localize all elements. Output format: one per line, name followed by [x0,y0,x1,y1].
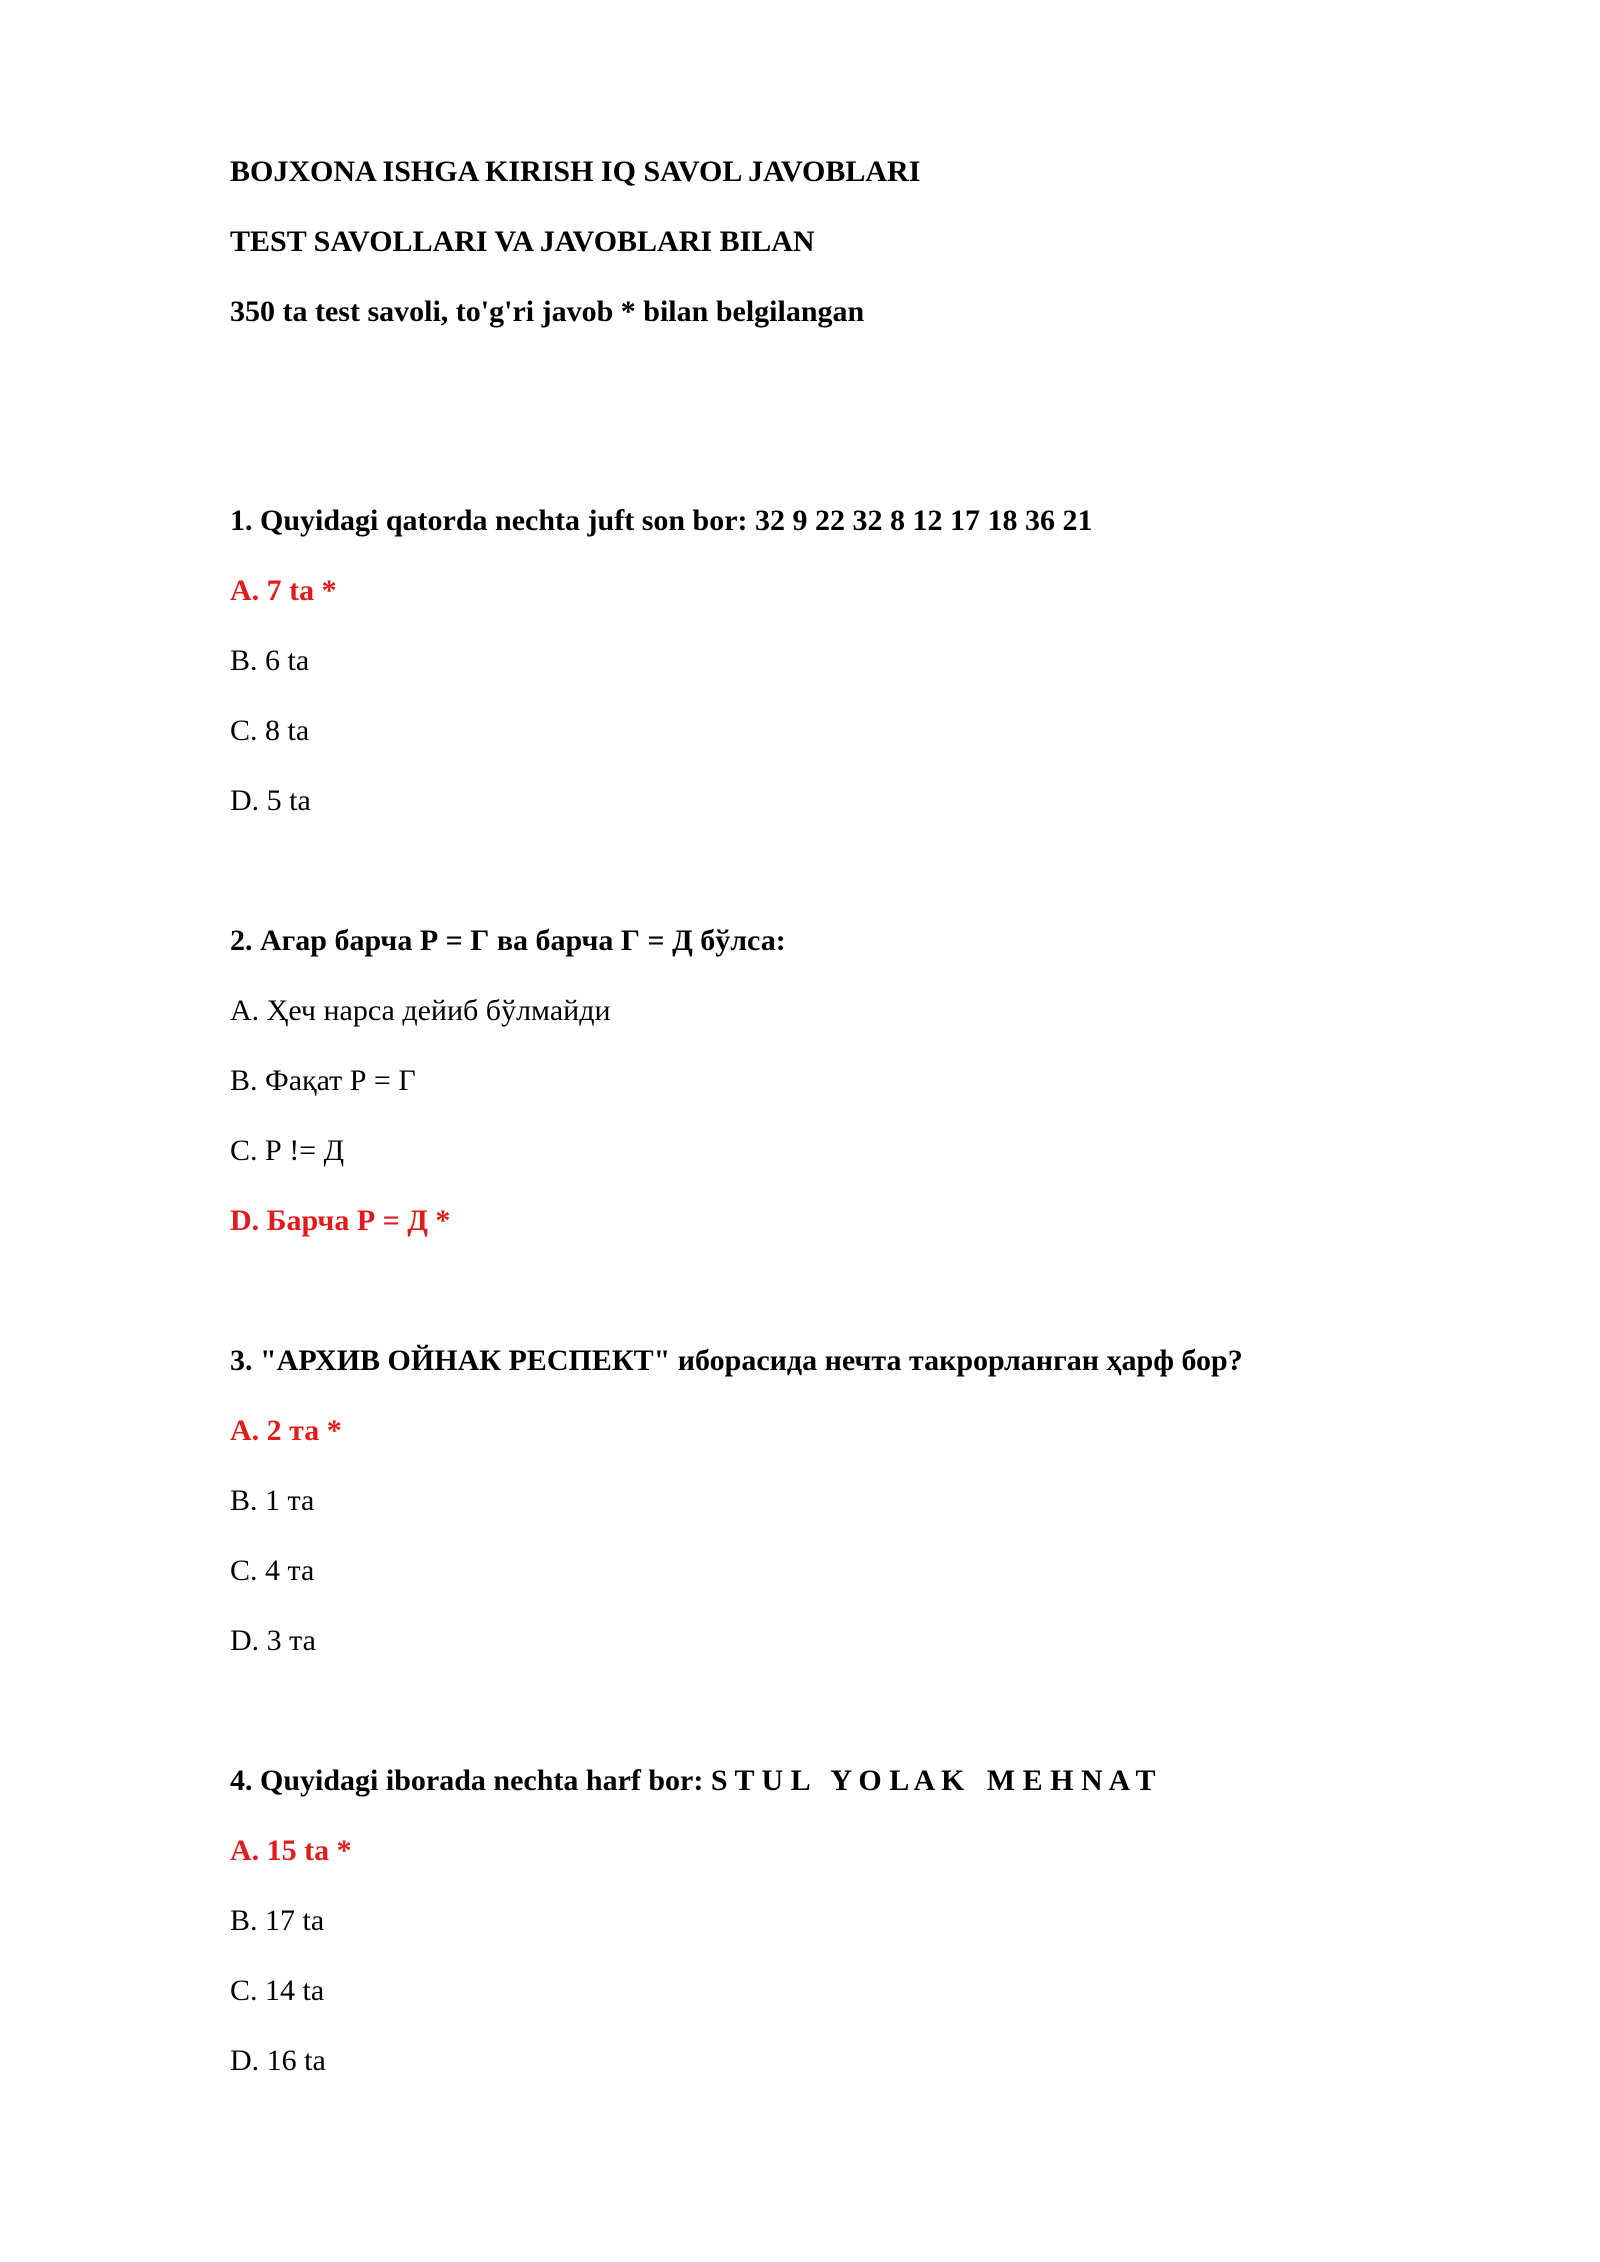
q3-option-c: C. 4 та [230,1554,315,1587]
q4-option-c: C. 14 ta [230,1974,325,2007]
q3-option-d: D. 3 та [230,1624,316,1657]
q2-option-a: A. Ҳеч нарса дейиб бўлмайди [230,994,611,1027]
question-4: 4. Quyidagi iborada nechta harf bor: S T U L Y O L A K M E H N A T [230,1764,1156,1797]
q3-option-b: B. 1 та [230,1484,315,1517]
q4-option-d: D. 16 ta [230,2044,326,2077]
q4-option-b: B. 17 ta [230,1904,325,1937]
question-2: 2. Агар барча Р = Г ва барча Г = Д бўлса: [230,924,786,957]
question-3: 3. "АРХИВ ОЙНАК РЕСПЕКТ" иборасида нечта такрорланган ҳарф бор? [230,1344,1243,1377]
q2-option-b: B. Фақат Р = Г [230,1064,416,1097]
q1-option-d: D. 5 ta [230,784,311,817]
document-title: BOJXONA ISHGA KIRISH IQ SAVOL JAVOBLARI [230,155,921,188]
document-subtitle: TEST SAVOLLARI VA JAVOBLARI BILAN [230,225,815,258]
q2-option-c: C. Р != Д [230,1134,345,1167]
document-note: 350 ta test savoli, to'g'ri javob * bilan belgilangan [230,295,865,328]
q2-option-d: D. Барча Р = Д * [230,1204,451,1237]
q1-option-c: C. 8 ta [230,714,310,747]
q3-option-a: A. 2 та * [230,1414,342,1447]
q1-option-b: B. 6 ta [230,644,310,677]
q4-option-a: A. 15 ta * [230,1834,352,1867]
q1-option-a: A. 7 ta * [230,574,337,607]
question-1: 1. Quyidagi qatorda nechta juft son bor: 32 9 22 32 8 12 17 18 36 21 [230,504,1093,537]
